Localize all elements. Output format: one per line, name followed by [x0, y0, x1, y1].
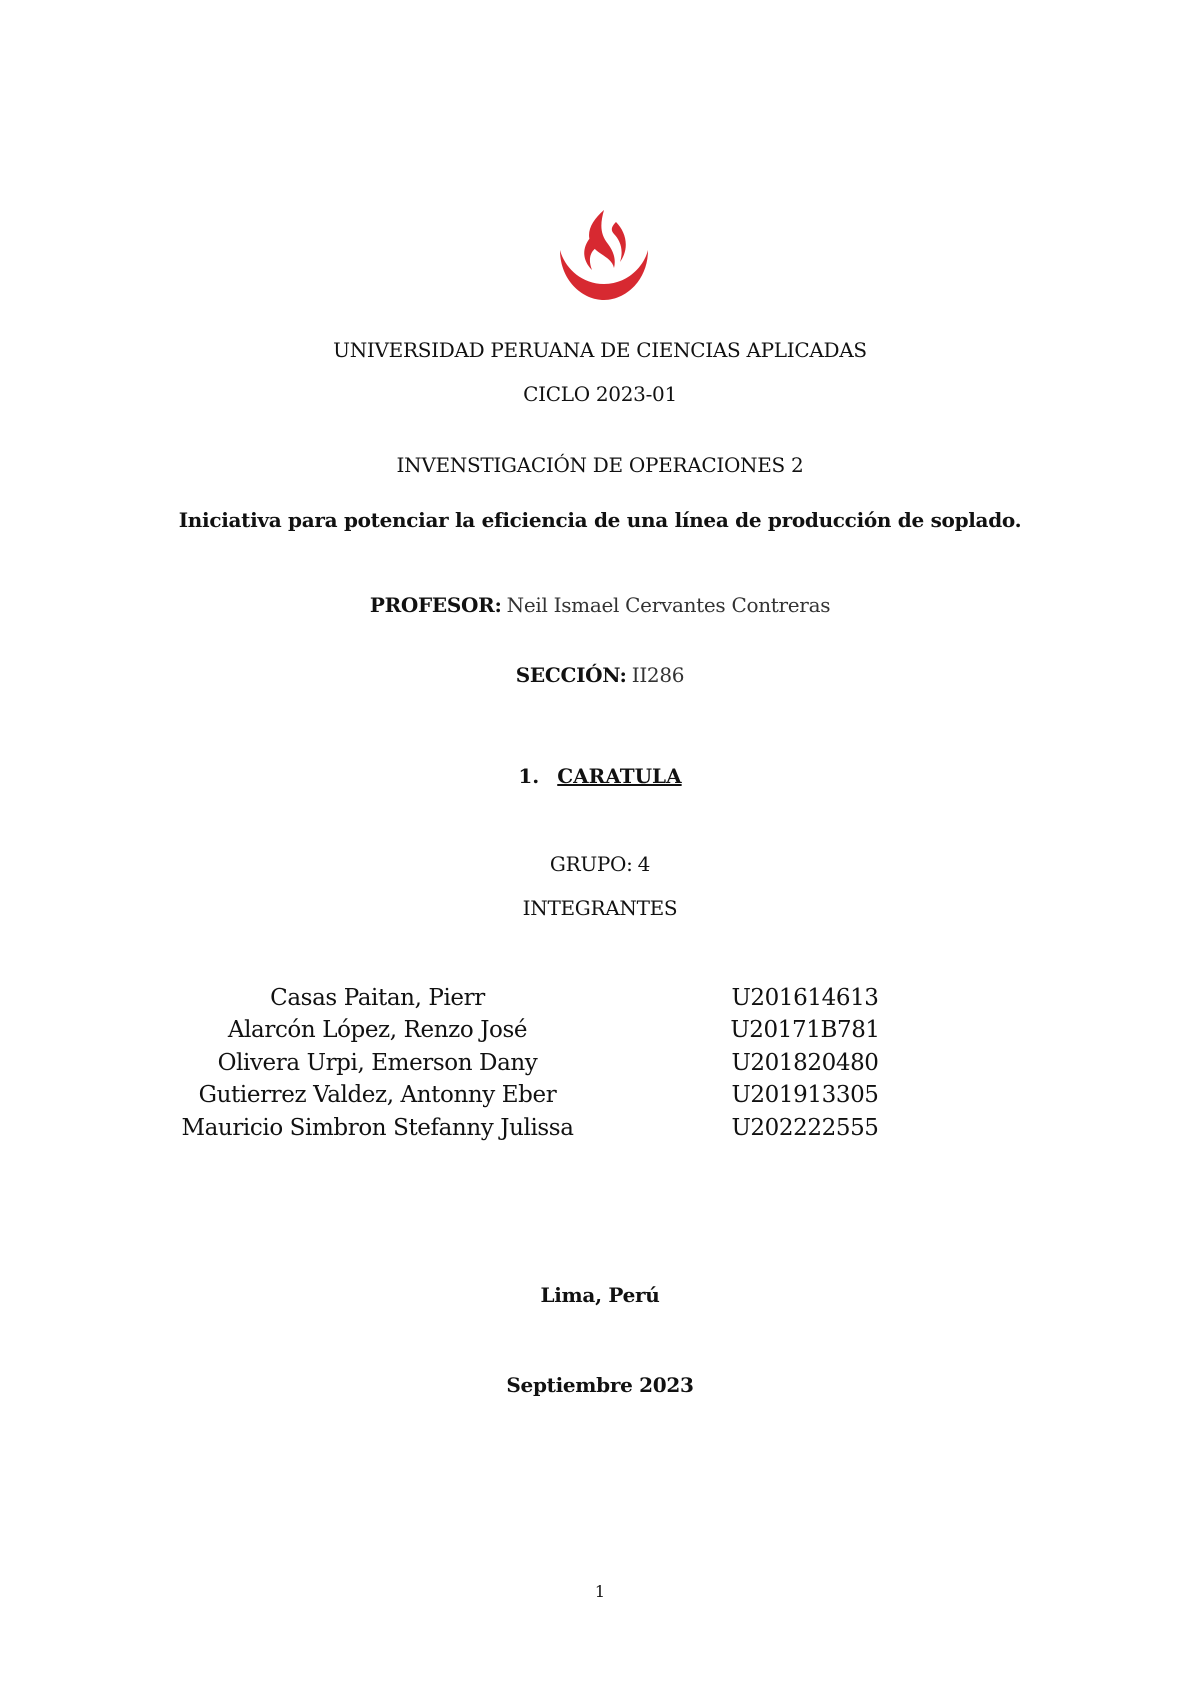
- member-row: [0, 1115, 1200, 1147]
- member-name: Gutierrez Valdez, Antonny Eber: [198, 1082, 557, 1108]
- professor-name: Neil Ismael Cervantes Contreras: [506, 593, 831, 617]
- group-label: GRUPO:: [549, 852, 633, 876]
- group-value: 4: [637, 852, 651, 876]
- professor-label: PROFESOR:: [369, 593, 502, 617]
- cycle-label: CICLO 2023-01: [523, 382, 677, 406]
- member-name: Alarcón López, Renzo José: [227, 1017, 528, 1043]
- course-title: INVENSTIGACIÓN DE OPERACIONES 2: [396, 453, 804, 477]
- date: Septiembre 2023: [506, 1373, 694, 1397]
- section-value: II286: [631, 663, 685, 687]
- member-code: U201614613: [731, 985, 879, 1011]
- member-row: [0, 1017, 1200, 1049]
- caratula-label: CARATULA: [557, 764, 682, 788]
- member-code: U201913305: [731, 1082, 879, 1108]
- section-line: [0, 663, 1200, 687]
- project-title: Iniciativa para potenciar la eficiencia de una línea de producción de soplado.: [178, 508, 1022, 532]
- member-code: U20171B781: [730, 1017, 880, 1043]
- location: Lima, Perú: [540, 1283, 660, 1307]
- group-line: [0, 852, 1200, 876]
- member-code: U202222555: [731, 1115, 879, 1141]
- page-number: 1: [594, 1582, 606, 1601]
- member-row: [0, 985, 1200, 1017]
- member-code: U201820480: [731, 1050, 879, 1076]
- member-row: [0, 1082, 1200, 1114]
- member-name: Mauricio Simbron Stefanny Julissa: [181, 1115, 574, 1141]
- professor-line: [0, 593, 1200, 617]
- caratula-heading: [0, 764, 1200, 788]
- section-label: SECCIÓN:: [515, 663, 627, 687]
- member-row: [0, 1050, 1200, 1082]
- caratula-number: 1.: [518, 764, 540, 788]
- member-name: Casas Paitan, Pierr: [270, 985, 485, 1011]
- members-title: INTEGRANTES: [522, 896, 678, 920]
- member-name: Olivera Urpi, Emerson Dany: [217, 1050, 538, 1076]
- upc-flame-logo-icon: [554, 208, 654, 308]
- university-name: UNIVERSIDAD PERUANA DE CIENCIAS APLICADAS: [333, 338, 867, 362]
